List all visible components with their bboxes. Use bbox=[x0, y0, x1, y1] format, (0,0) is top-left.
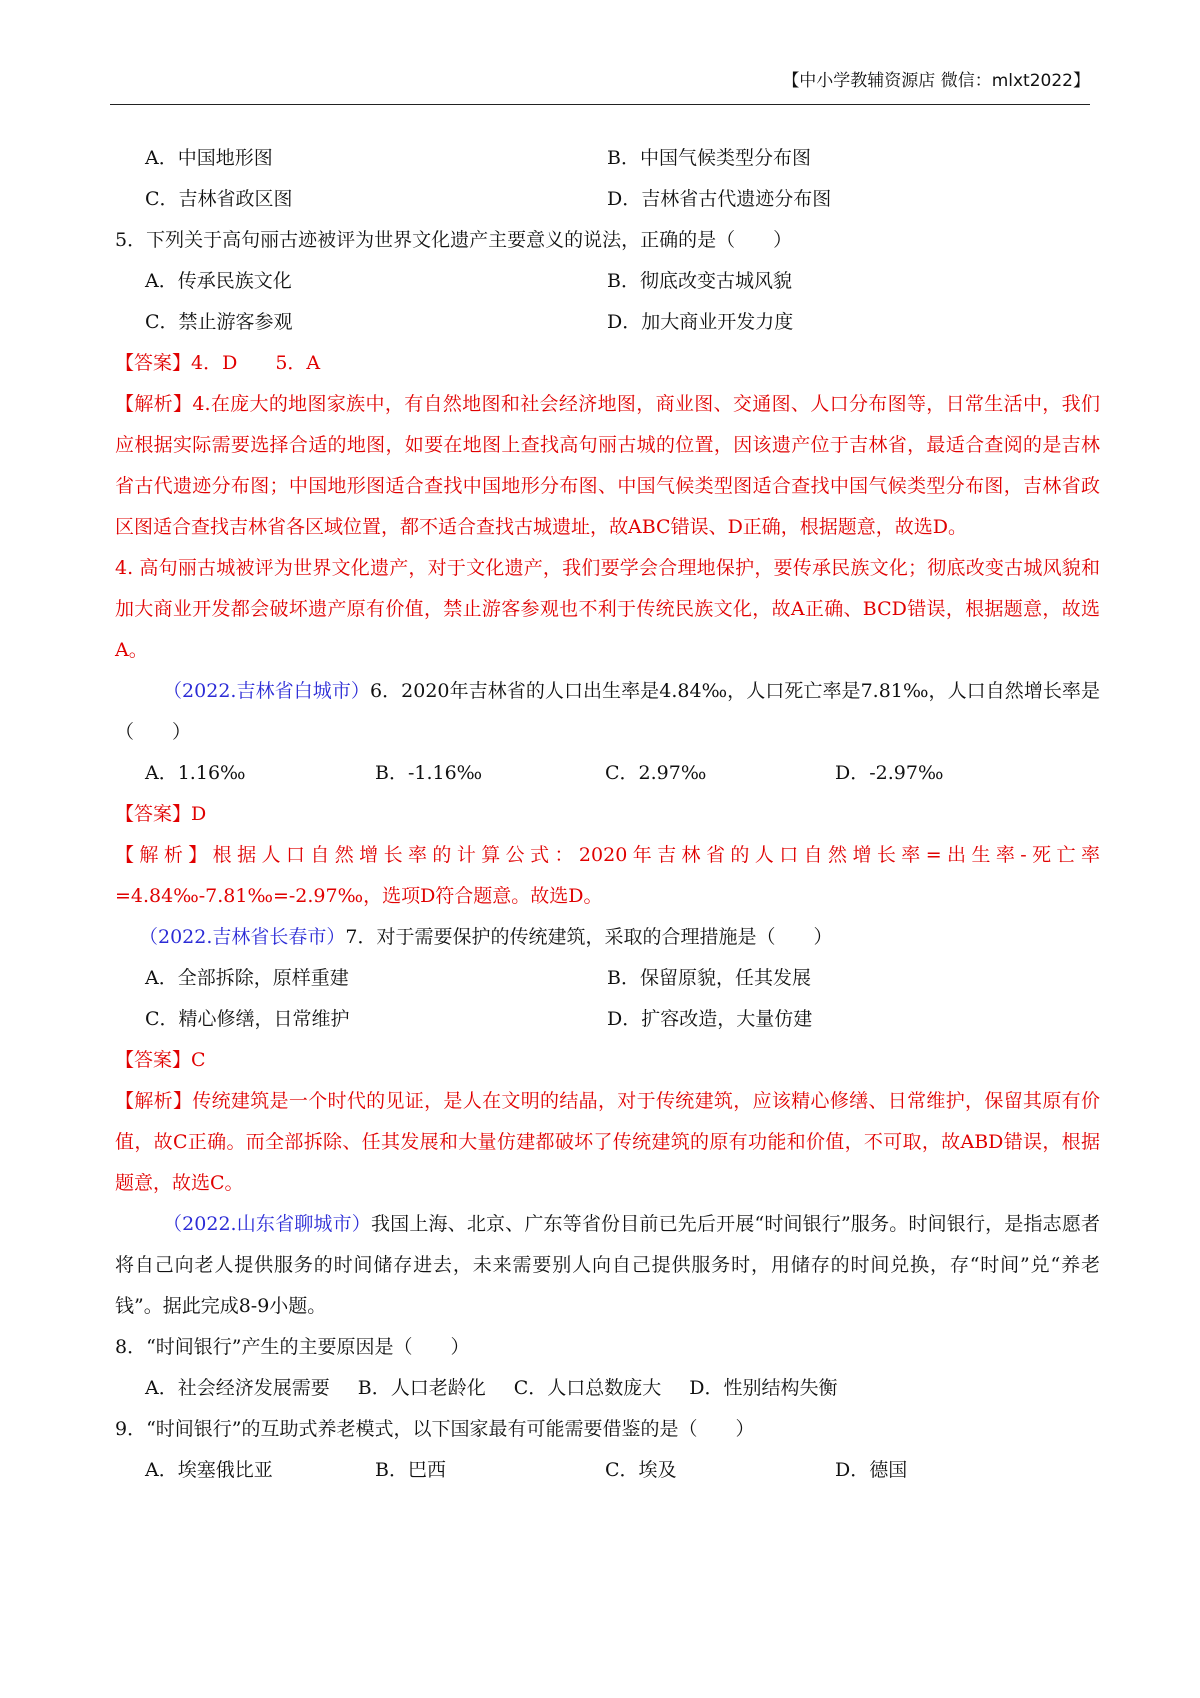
explanation-label: 【解析】 bbox=[115, 844, 213, 866]
explanation-4 bbox=[115, 384, 1100, 548]
q8-option-a: A．社会经济发展需要 bbox=[145, 1377, 330, 1399]
explanation-text: 根据人口自然增长率的计算公式：2020年吉林省的人口自然增长率=出生率-死亡率=4.84‰-7.81‰=-2.97‰，选项D符合题意。故选D。 bbox=[115, 844, 1100, 907]
answer-label: 【答案】 bbox=[115, 1049, 192, 1071]
q5-option-b: B．彻底改变古城风貌 bbox=[607, 270, 792, 292]
q6-option-c: C．2.97‰ bbox=[605, 762, 707, 784]
q9-stem: 9．“时间银行”的互助式养老模式，以下国家最有可能需要借鉴的是（ ） bbox=[115, 1418, 755, 1440]
explanation-7 bbox=[115, 1081, 1100, 1204]
q7-option-b: B．保留原貌，任其发展 bbox=[607, 967, 811, 989]
q6-options-row bbox=[115, 753, 1100, 794]
q6-option-a: A．1.16‰ bbox=[145, 762, 246, 784]
q6-source: （2022.吉林省白城市） bbox=[163, 680, 370, 702]
q7-options-row-2 bbox=[115, 999, 1100, 1040]
q4-option-d: D．吉林省古代遗迹分布图 bbox=[607, 188, 832, 210]
q9-option-c: C．埃及 bbox=[605, 1459, 677, 1481]
answer-4-5 bbox=[115, 343, 1100, 384]
explanation-5: 4. 高句丽古城被评为世界文化遗产，对于文化遗产，我们要学会合理地保护，要传承民族文化；彻底改变古城风貌和加大商业开发都会破坏遗产原有价值，禁止游客参观也不利于传统民族文化，故A正确、BCD错误，根据题意，故选A。 bbox=[115, 557, 1100, 661]
q6-stem-text: 6．2020年吉林省的人口出生率是4.84‰，人口死亡率是7.81‰，人口自然增长率是（ ） bbox=[115, 680, 1100, 743]
q6-option-d: D．-2.97‰ bbox=[835, 762, 944, 784]
explanation-label: 【解析】 bbox=[115, 393, 193, 415]
q8-option-c: C．人口总数庞大 bbox=[513, 1377, 662, 1399]
q4-options-row-2 bbox=[115, 179, 1100, 220]
passage-text: 我国上海、北京、广东等省份目前已先后开展“时间银行”服务。时间银行，是指志愿者将自己向老人提供服务的时间储存进去，未来需要别人向自己提供服务时，用储存的时间兑换，存“时间”兑“养老钱”。据此完成8-9小题。 bbox=[115, 1213, 1100, 1317]
answer-value: D bbox=[191, 803, 207, 825]
q4-option-c: C．吉林省政区图 bbox=[145, 188, 293, 210]
q7-stem-text: 7．对于需要保护的传统建筑，采取的合理措施是（ ） bbox=[345, 926, 833, 948]
answer-value: 4．D 5．A bbox=[191, 352, 321, 374]
q9-option-b: B．巴西 bbox=[375, 1459, 446, 1481]
page-header bbox=[110, 66, 1090, 105]
passage-8-9 bbox=[115, 1204, 1100, 1327]
answer-6 bbox=[115, 794, 1100, 835]
q7-option-d: D．扩容改造，大量仿建 bbox=[607, 1008, 813, 1030]
q5-option-c: C．禁止游客参观 bbox=[145, 311, 293, 333]
q7-option-a: A．全部拆除，原样重建 bbox=[145, 967, 349, 989]
q7-stem bbox=[115, 917, 1100, 958]
q4-options-row-1 bbox=[115, 138, 1100, 179]
passage-source: （2022.山东省聊城市） bbox=[163, 1213, 371, 1235]
q8-option-d: D．性别结构失衡 bbox=[689, 1377, 838, 1399]
page-content bbox=[115, 138, 1100, 1491]
explanation-text: 4.在庞大的地图家族中，有自然地图和社会经济地图，商业图、交通图、人口分布图等，日常生活中，我们应根据实际需要选择合适的地图，如要在地图上查找高句丽古城的位置，因该遗产位于吉林省，最适合查阅的是吉林省古代遗迹分布图；中国地形图适合查找中国地形分布图、中国气候类型图适合查找中国气候类型分布图，吉林省政区图适合查找吉林省各区域位置，都不适合查找古城遗址，故ABC错误、D正确，根据题意，故选D。 bbox=[115, 393, 1100, 538]
q6-option-b: B．-1.16‰ bbox=[375, 762, 483, 784]
q7-option-c: C．精心修缮，日常维护 bbox=[145, 1008, 350, 1030]
q5-option-d: D．加大商业开发力度 bbox=[607, 311, 794, 333]
q5-stem: 5．下列关于高句丽古迹被评为世界文化遗产主要意义的说法，正确的是（ ） bbox=[115, 229, 793, 251]
q8-stem: 8．“时间银行”产生的主要原因是（ ） bbox=[115, 1336, 470, 1358]
q7-options-row-1 bbox=[115, 958, 1100, 999]
q9-option-a: A．埃塞俄比亚 bbox=[145, 1459, 273, 1481]
answer-label: 【答案】 bbox=[115, 352, 192, 374]
explanation-label: 【解析】 bbox=[115, 1090, 193, 1112]
q9-option-d: D．德国 bbox=[835, 1459, 908, 1481]
explanation-text: 传统建筑是一个时代的见证，是人在文明的结晶，对于传统建筑，应该精心修缮、日常维护，保留其原有价值，故C正确。而全部拆除、任其发展和大量仿建都破坏了传统建筑的原有功能和价值，不可取，故ABD错误，根据题意，故选C。 bbox=[115, 1090, 1100, 1194]
answer-label: 【答案】 bbox=[115, 803, 192, 825]
q5-options-row-1 bbox=[115, 261, 1100, 302]
header-text: 【中小学教辅资源店 微信：mlxt2022】 bbox=[782, 71, 1090, 91]
q5-options-row-2 bbox=[115, 302, 1100, 343]
q4-option-a: A．中国地形图 bbox=[145, 147, 273, 169]
q5-option-a: A．传承民族文化 bbox=[145, 270, 292, 292]
q9-options-row bbox=[115, 1450, 1100, 1491]
answer-value: C bbox=[191, 1049, 206, 1071]
explanation-6 bbox=[115, 835, 1100, 917]
q8-options-row bbox=[115, 1368, 1100, 1409]
q8-option-b: B．人口老龄化 bbox=[357, 1377, 486, 1399]
answer-7 bbox=[115, 1040, 1100, 1081]
q6-stem bbox=[115, 671, 1100, 753]
q4-option-b: B．中国气候类型分布图 bbox=[607, 147, 811, 169]
q7-source: （2022.吉林省长春市） bbox=[139, 926, 346, 948]
